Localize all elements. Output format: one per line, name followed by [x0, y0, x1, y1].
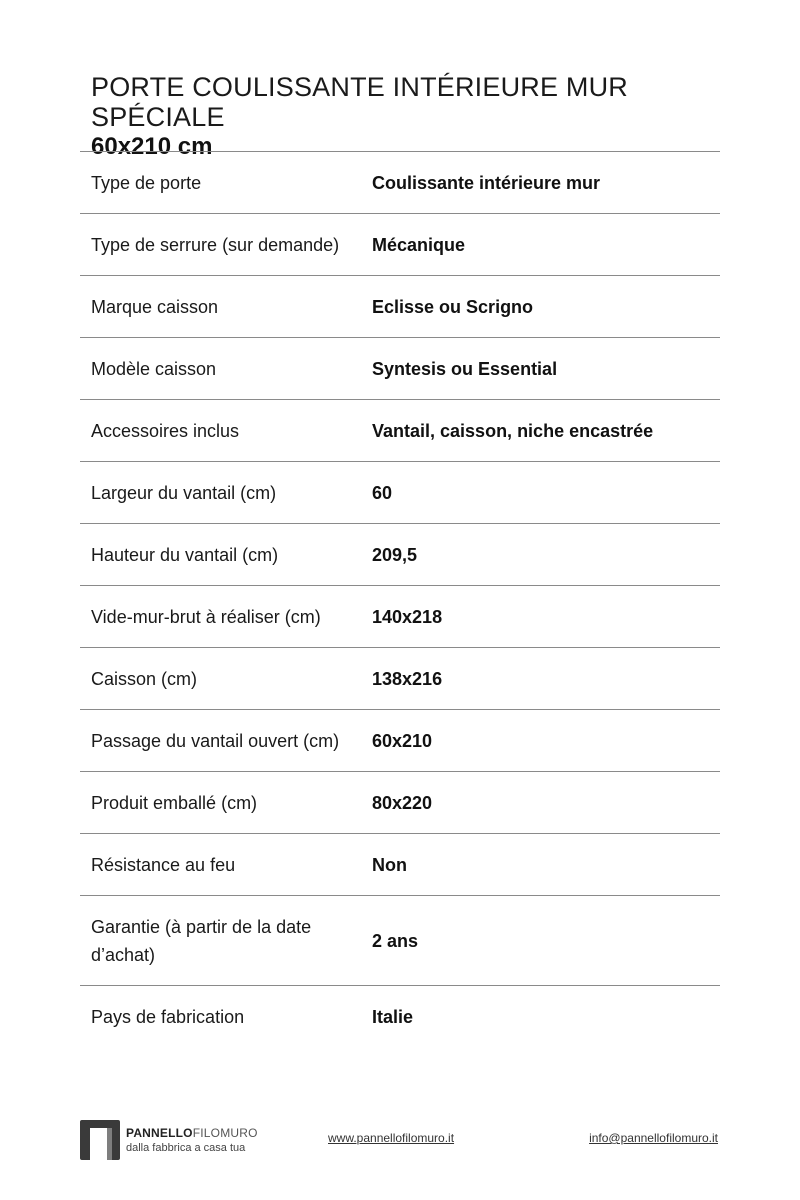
spec-label: Modèle caisson [91, 358, 217, 379]
spec-label: Passage du vantail ouvert (cm) [91, 730, 340, 751]
spec-value: 60 [372, 482, 393, 503]
spec-value: 2 ans [372, 930, 419, 951]
spec-label: Hauteur du vantail (cm) [91, 544, 279, 565]
spec-row [80, 648, 720, 710]
spec-label: Pays de fabrication [91, 1007, 245, 1027]
spec-value: Mécanique [372, 234, 466, 255]
title-product-name: PORTE COULISSANTE INTÉRIEURE MUR SPÉCIALE [91, 72, 628, 132]
spec-label: Vide-mur-brut à réaliser (cm) [91, 606, 321, 627]
spec-value: Non [372, 854, 407, 875]
brand-name-bold: PANNELLO [126, 1125, 193, 1140]
brand-logo [80, 1120, 258, 1160]
spec-row [80, 276, 720, 338]
spec-row [80, 400, 720, 462]
spec-value: 140x218 [372, 606, 443, 627]
spec-value: Eclisse ou Scrigno [372, 296, 534, 317]
spec-label: Accessoires inclus [91, 420, 240, 441]
door-panel-icon [80, 1120, 120, 1160]
website-link[interactable]: www.pannellofilomuro.it [328, 1131, 455, 1145]
spec-value: 60x210 [372, 730, 433, 751]
spec-value: 209,5 [372, 544, 418, 565]
spec-label: Largeur du vantail (cm) [91, 482, 277, 503]
spec-row [80, 986, 720, 1048]
title-dimensions: 60x210 cm [91, 133, 213, 160]
spec-row [80, 710, 720, 772]
spec-label: Type de porte [91, 172, 202, 193]
spec-table [80, 151, 720, 1048]
spec-label: Type de serrure (sur demande) [91, 234, 340, 255]
spec-label: Garantie (à partir de la date d’achat) [91, 916, 312, 965]
spec-row [80, 896, 720, 986]
spec-label: Produit emballé (cm) [91, 792, 258, 813]
brand-tagline: dalla fabbrica a casa tua [126, 1141, 246, 1154]
spec-row [80, 152, 720, 214]
page-title [91, 72, 731, 162]
spec-value: Syntesis ou Essential [372, 358, 558, 379]
brand-name-light: FILOMURO [192, 1125, 258, 1140]
spec-value: Italie [372, 1007, 414, 1027]
brand-name [126, 1126, 258, 1141]
spec-row [80, 586, 720, 648]
email-link[interactable]: info@pannellofilomuro.it [589, 1131, 718, 1145]
spec-value: Coulissante intérieure mur [372, 172, 601, 193]
spec-label: Caisson (cm) [91, 668, 198, 689]
spec-value: 80x220 [372, 792, 433, 813]
spec-row [80, 462, 720, 524]
spec-row [80, 834, 720, 896]
logo-text [126, 1126, 258, 1155]
spec-label: Résistance au feu [91, 854, 236, 875]
spec-value: 138x216 [372, 668, 443, 689]
spec-row [80, 214, 720, 276]
spec-label: Marque caisson [91, 296, 219, 317]
spec-row [80, 524, 720, 586]
spec-row [80, 772, 720, 834]
spec-value: Vantail, caisson, niche encastrée [372, 420, 654, 441]
footer [80, 1120, 720, 1162]
spec-row [80, 338, 720, 400]
